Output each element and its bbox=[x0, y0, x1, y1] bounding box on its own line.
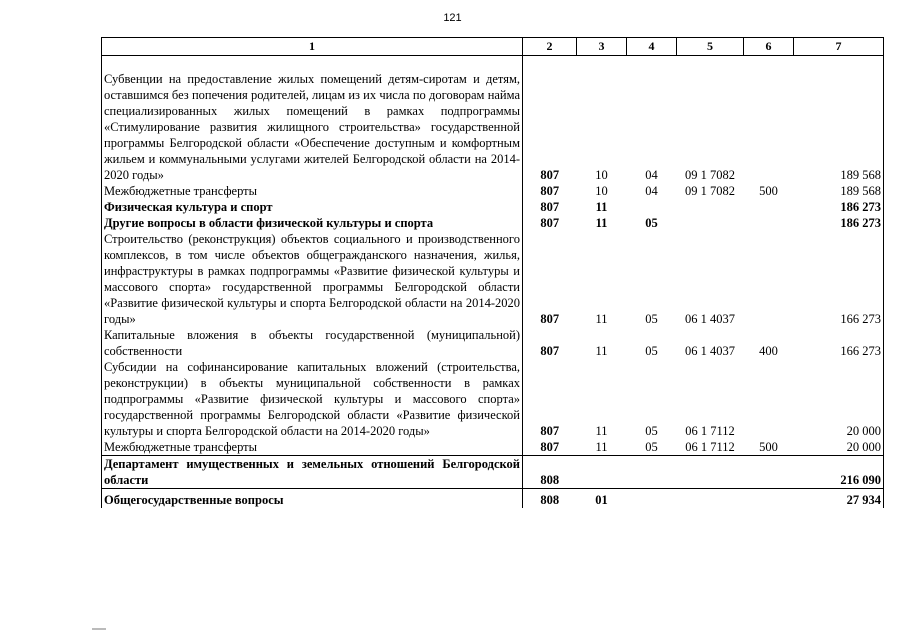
row-csr: 06 1 4037 bbox=[685, 344, 735, 358]
row-rz: 11 bbox=[595, 440, 608, 454]
table-row bbox=[102, 439, 884, 456]
row-ved: 807 bbox=[540, 184, 560, 198]
row-amount: 20 000 bbox=[794, 439, 884, 456]
row-amount: 216 090 bbox=[794, 456, 884, 489]
row-csr: 06 1 7112 bbox=[685, 424, 735, 438]
row-pr bbox=[627, 456, 677, 489]
row-csr bbox=[677, 199, 744, 215]
col-header-2: 2 bbox=[523, 38, 577, 56]
row-amount: 27 934 bbox=[794, 489, 884, 509]
row-ved: 807 bbox=[540, 200, 560, 214]
row-ved: 807 bbox=[540, 216, 560, 230]
table-row bbox=[102, 231, 884, 327]
table-row bbox=[102, 456, 884, 489]
header-row bbox=[102, 38, 884, 56]
row-amount: 20 000 bbox=[794, 359, 884, 439]
row-vr bbox=[744, 489, 794, 509]
row-name: Субсидии на софинансирование капитальных вложений (строительства, реконструкции) в объекты муниципальной собственности в рамках подпрограммы «Развитие физической культуры и массового спорта» государственной программы Белгородской области «Развитие физической культуры и спорта Белгородской области на 2014-2020 годы» bbox=[102, 359, 523, 439]
row-pr bbox=[627, 199, 677, 215]
row-ved: 807 bbox=[540, 440, 560, 454]
row-amount: 189 568 bbox=[794, 71, 884, 183]
row-rz: 10 bbox=[595, 184, 608, 198]
row-csr: 06 1 4037 bbox=[685, 312, 735, 326]
row-vr: 500 bbox=[759, 184, 778, 198]
col-header-1: 1 bbox=[102, 38, 523, 56]
row-rz: 11 bbox=[595, 344, 608, 358]
row-amount: 186 273 bbox=[794, 199, 884, 215]
row-name: Другие вопросы в области физической культуры и спорта bbox=[102, 215, 523, 231]
row-name: Общегосударственные вопросы bbox=[102, 489, 523, 509]
row-pr: 05 bbox=[645, 424, 658, 438]
row-name: Департамент имущественных и земельных отношений Белгородской области bbox=[102, 456, 523, 489]
row-rz: 11 bbox=[595, 424, 608, 438]
row-vr: 400 bbox=[759, 344, 778, 358]
row-name: Межбюджетные трансферты bbox=[102, 439, 523, 456]
row-ved: 807 bbox=[540, 344, 560, 358]
row-rz: 11 bbox=[595, 216, 608, 230]
row-name: Субвенции на предоставление жилых помещений детям-сиротам и детям, оставшимся без попечения родителей, лицам из их числа по договорам найма специализированных жилых помещений в рамках подпрограммы «Стимулирование развития жилищного строительства» государственной программы Белгородской области «Обеспечение доступным и комфортным жильем и коммунальными услугами жителей Белгородской области на 2014-2020 годы» bbox=[102, 71, 523, 183]
row-pr: 05 bbox=[645, 216, 658, 230]
row-vr: 500 bbox=[759, 440, 778, 454]
table-row bbox=[102, 215, 884, 231]
row-name: Капитальные вложения в объекты государственной (муниципальной) собственности bbox=[102, 327, 523, 359]
row-pr: 05 bbox=[645, 312, 658, 326]
scan-artifact bbox=[92, 628, 106, 630]
row-vr bbox=[744, 215, 794, 231]
col-header-3: 3 bbox=[577, 38, 627, 56]
row-rz: 10 bbox=[595, 168, 608, 182]
row-amount: 189 568 bbox=[794, 183, 884, 199]
table-row bbox=[102, 71, 884, 183]
row-name: Межбюджетные трансферты bbox=[102, 183, 523, 199]
row-vr bbox=[744, 231, 794, 327]
col-header-7: 7 bbox=[794, 38, 884, 56]
spacer-row bbox=[102, 56, 884, 72]
row-pr bbox=[627, 489, 677, 509]
table-row bbox=[102, 359, 884, 439]
row-ved: 807 bbox=[540, 168, 560, 182]
table-row bbox=[102, 327, 884, 359]
budget-table bbox=[101, 37, 884, 508]
row-rz: 11 bbox=[595, 200, 608, 214]
row-vr bbox=[744, 199, 794, 215]
row-rz: 11 bbox=[595, 312, 608, 326]
row-amount: 166 273 bbox=[794, 327, 884, 359]
row-csr: 09 1 7082 bbox=[685, 184, 735, 198]
row-vr bbox=[744, 359, 794, 439]
row-pr: 04 bbox=[645, 184, 658, 198]
row-vr bbox=[744, 456, 794, 489]
table-row bbox=[102, 183, 884, 199]
row-csr: 06 1 7112 bbox=[685, 440, 735, 454]
row-amount: 186 273 bbox=[794, 215, 884, 231]
col-header-6: 6 bbox=[744, 38, 794, 56]
page-number: 121 bbox=[443, 12, 462, 24]
row-csr bbox=[677, 456, 744, 489]
row-ved: 808 bbox=[523, 456, 577, 489]
row-csr bbox=[677, 489, 744, 509]
row-pr: 04 bbox=[645, 168, 658, 182]
row-name: Строительство (реконструкция) объектов социального и производственного комплексов, в том числе объектов общегражданского назначения, жилья, инфраструктуры в рамках подпрограммы «Развитие физической культуры и массового спорта» государственной программы Белгородской области «Развитие физической культуры и спорта Белгородской области на 2014-2020 годы» bbox=[102, 231, 523, 327]
table-row bbox=[102, 199, 884, 215]
row-pr: 05 bbox=[645, 440, 658, 454]
row-pr: 05 bbox=[645, 344, 658, 358]
row-ved: 808 bbox=[540, 493, 560, 507]
row-ved: 807 bbox=[540, 312, 560, 326]
col-header-4: 4 bbox=[627, 38, 677, 56]
row-vr bbox=[744, 71, 794, 183]
row-csr: 09 1 7082 bbox=[685, 168, 735, 182]
table-row bbox=[102, 489, 884, 509]
row-csr bbox=[677, 215, 744, 231]
col-header-5: 5 bbox=[677, 38, 744, 56]
row-rz: 01 bbox=[595, 493, 608, 507]
row-name: Физическая культура и спорт bbox=[102, 199, 523, 215]
row-amount: 166 273 bbox=[794, 231, 884, 327]
row-ved: 807 bbox=[540, 424, 560, 438]
row-rz bbox=[577, 456, 627, 489]
